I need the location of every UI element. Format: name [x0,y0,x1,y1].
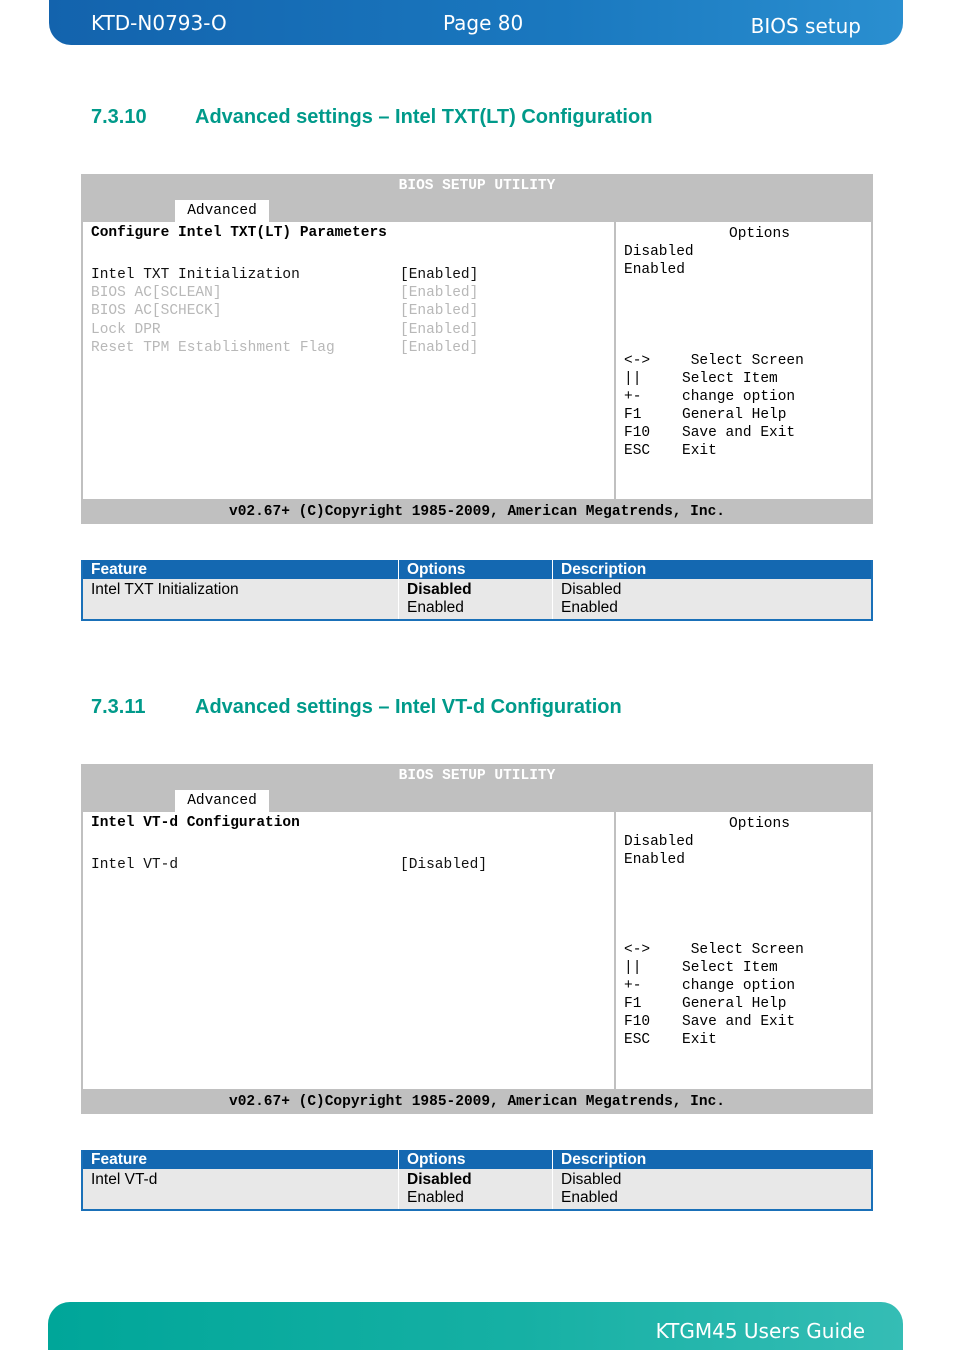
setting-value-bios-ac-scheck: [Enabled] [400,303,479,319]
setting-value-txt-init[interactable]: [Enabled] [400,267,479,283]
chapter-name: BIOS setup [750,14,861,38]
tab-advanced[interactable]: Advanced [175,790,269,812]
table-header-row [83,560,871,579]
feature-cell: Intel VT-d [91,1171,158,1188]
bios-title-bar: BIOS SETUP UTILITY [398,178,556,194]
key-desc-exit: Exit [682,1032,717,1048]
bios-settings-pane [83,222,614,499]
key-change-option: +- [624,389,642,405]
description-cell: Disabled [561,581,622,598]
option-default-cell: Disabled [407,1171,472,1188]
key-desc-select-screen: Select Screen [682,942,804,958]
header-description: Description [561,561,647,578]
key-save-exit: F10 [624,425,651,441]
header-description: Description [561,1151,647,1168]
key-general-help: F1 [624,407,642,423]
column-divider [552,560,553,619]
column-divider [398,1150,399,1209]
feature-table-txt [81,560,873,621]
bios-help-pane [616,222,871,499]
header-feature: Feature [91,561,147,578]
key-change-option: +- [624,978,642,994]
setting-label-txt-init[interactable]: Intel TXT Initialization [91,267,300,283]
key-desc-general-help: General Help [682,407,787,423]
bios-copyright: v02.67+ (C)Copyright 1985-2009, American Megatrends, Inc. [229,1094,725,1110]
key-select-item: || [624,371,642,387]
header-options: Options [407,1151,466,1168]
key-select-item: || [624,960,642,976]
table-header-row [83,1150,871,1169]
page-header [49,0,903,45]
options-title: Options [729,226,790,242]
key-desc-change-option: change option [682,389,796,405]
setting-label-lock-dpr: Lock DPR [91,322,161,338]
bios-copyright: v02.67+ (C)Copyright 1985-2009, American Megatrends, Inc. [229,504,725,520]
key-desc-change-option: change option [682,978,796,994]
description-cell: Enabled [561,1189,618,1206]
feature-cell: Intel TXT Initialization [91,581,239,598]
key-exit: ESC [624,1032,651,1048]
option-disabled[interactable]: Disabled [624,834,694,850]
bios-screen-txt [81,174,873,524]
key-exit: ESC [624,443,651,459]
bios-help-pane [616,812,871,1089]
option-disabled[interactable]: Disabled [624,244,694,260]
section-title: Advanced settings – Intel TXT(LT) Configuration [195,106,653,128]
description-cell: Disabled [561,1171,622,1188]
header-options: Options [407,561,466,578]
bios-page-heading: Configure Intel TXT(LT) Parameters [91,225,387,241]
page-number: Page 80 [443,11,524,35]
setting-label-reset-tpm: Reset TPM Establishment Flag [91,340,335,356]
key-desc-exit: Exit [682,443,717,459]
section-title: Advanced settings – Intel VT-d Configuration [195,696,622,718]
bios-page-heading: Intel VT-d Configuration [91,815,300,831]
page-footer [48,1302,903,1350]
key-select-screen: <-> [624,942,651,958]
key-desc-save-exit: Save and Exit [682,1014,796,1030]
key-select-screen: <-> [624,353,651,369]
key-save-exit: F10 [624,1014,651,1030]
setting-label-bios-ac-sclean: BIOS AC[SCLEAN] [91,285,222,301]
setting-value-lock-dpr: [Enabled] [400,322,479,338]
option-enabled[interactable]: Enabled [624,852,685,868]
header-feature: Feature [91,1151,147,1168]
column-divider [398,560,399,619]
setting-label-vtd[interactable]: Intel VT-d [91,857,179,873]
bios-screen-vtd [81,764,873,1114]
description-cell: Enabled [561,599,618,616]
bios-settings-pane [83,812,614,1089]
setting-value-reset-tpm: [Enabled] [400,340,479,356]
option-cell: Enabled [407,599,464,616]
key-general-help: F1 [624,996,642,1012]
key-desc-save-exit: Save and Exit [682,425,796,441]
setting-value-bios-ac-sclean: [Enabled] [400,285,479,301]
setting-label-bios-ac-scheck: BIOS AC[SCHECK] [91,303,222,319]
feature-table-vtd [81,1150,873,1211]
section-number: 7.3.10 [91,106,147,128]
guide-title: KTGM45 Users Guide [655,1319,865,1343]
section-number: 7.3.11 [91,696,146,718]
option-default-cell: Disabled [407,581,472,598]
key-desc-select-item: Select Item [682,371,778,387]
tab-advanced[interactable]: Advanced [175,200,269,222]
setting-value-vtd[interactable]: [Disabled] [400,857,488,873]
options-title: Options [729,816,790,832]
option-cell: Enabled [407,1189,464,1206]
option-enabled[interactable]: Enabled [624,262,685,278]
document-id: KTD-N0793-O [91,11,227,35]
key-desc-select-screen: Select Screen [682,353,804,369]
key-desc-select-item: Select Item [682,960,778,976]
key-desc-general-help: General Help [682,996,787,1012]
bios-title-bar: BIOS SETUP UTILITY [398,768,556,784]
column-divider [552,1150,553,1209]
